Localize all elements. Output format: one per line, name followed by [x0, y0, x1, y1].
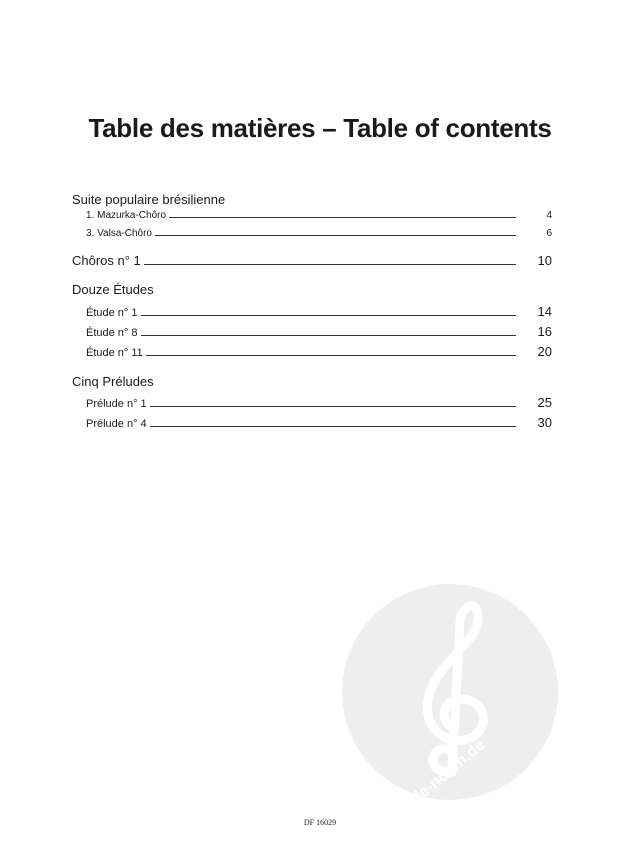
toc-entry-page: 30	[537, 415, 552, 430]
toc-entry-label: Chôros n° 1	[72, 253, 141, 268]
toc-entry-label: 3. Valsa-Chôro	[86, 228, 152, 239]
toc-entry-valsa-choro[interactable]	[86, 228, 552, 239]
toc-entry-prelude-1[interactable]	[86, 395, 552, 410]
dotted-leader	[146, 354, 516, 356]
section-heading-etudes: Douze Études	[72, 282, 154, 297]
toc-entry-page: 20	[537, 344, 552, 359]
toc-entry-etude-8[interactable]	[86, 324, 552, 339]
toc-entry-page: 4	[546, 210, 552, 221]
footer-code: DF 16029	[303, 818, 337, 827]
dotted-leader	[144, 263, 516, 265]
toc-entry-page: 14	[537, 304, 552, 319]
dotted-leader	[141, 334, 517, 336]
toc-entry-label: Prélude n° 4	[86, 418, 147, 430]
dotted-leader	[150, 405, 516, 407]
page-title: Table des matières – Table of contents	[88, 113, 552, 143]
toc-entry-page: 25	[537, 395, 552, 410]
watermark-text: alle-noten.de	[401, 736, 489, 802]
toc-entry-prelude-4[interactable]	[86, 415, 552, 430]
toc-entry-label: Étude n° 1	[86, 307, 138, 319]
toc-entry-mazurka-choro[interactable]	[86, 210, 552, 221]
dotted-leader	[150, 425, 516, 427]
dotted-leader	[141, 314, 517, 316]
toc-entry-label: Étude n° 11	[86, 347, 143, 359]
toc-entry-label: 1. Mazurka-Chôro	[86, 210, 167, 221]
watermark	[340, 582, 560, 802]
toc-entry-choros[interactable]	[72, 253, 552, 268]
section-heading-suite: Suite populaire brésilienne	[72, 192, 226, 207]
dotted-leader	[169, 216, 516, 218]
toc-entry-page: 16	[537, 324, 552, 339]
dotted-leader	[155, 234, 516, 236]
toc-entry-page: 6	[546, 228, 552, 239]
section-heading-preludes: Cinq Préludes	[72, 374, 154, 389]
toc-entry-page: 10	[537, 253, 552, 268]
toc-entry-etude-1[interactable]	[86, 304, 552, 319]
toc-entry-etude-11[interactable]	[86, 344, 552, 359]
treble-clef-icon	[340, 582, 560, 802]
toc-entry-label: Prélude n° 1	[86, 398, 147, 410]
toc-entry-label: Étude n° 8	[86, 327, 138, 339]
